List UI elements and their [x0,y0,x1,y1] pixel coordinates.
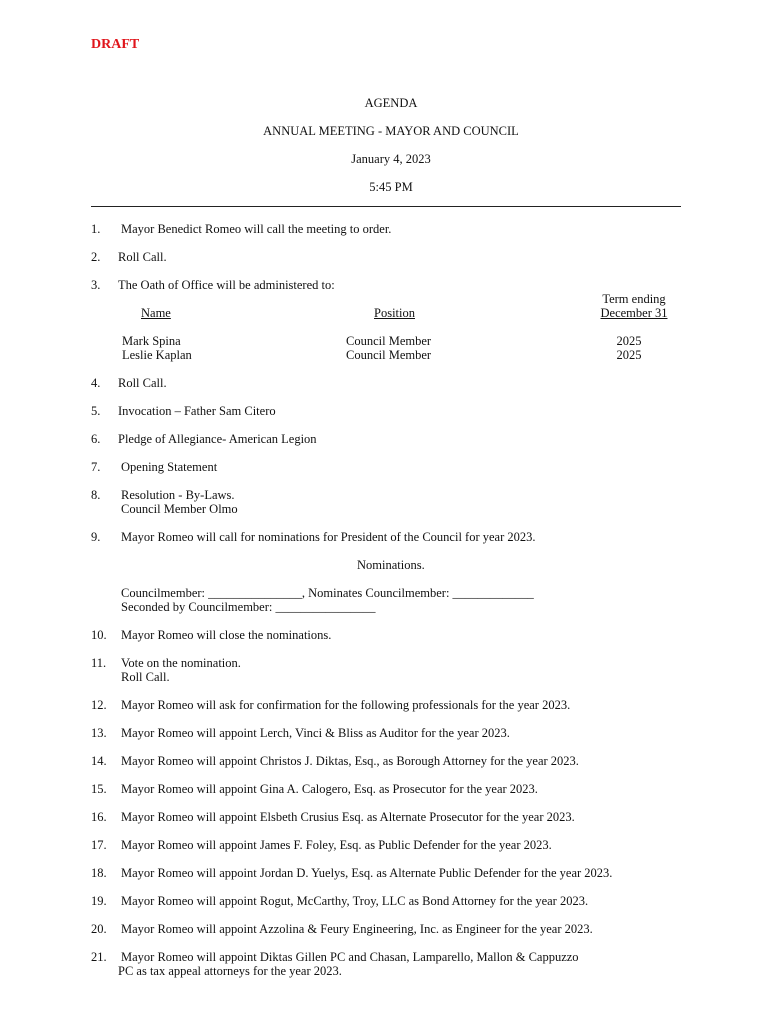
item-text: Vote on the nomination. [121,656,241,670]
item-text: Mayor Benedict Romeo will call the meeting to order. [121,222,392,236]
item-number: 20. [91,922,107,936]
item-text: Mayor Romeo will appoint Gina A. Calogero, Esq. as Prosecutor for the year 2023. [121,782,538,796]
item-number: 14. [91,754,107,768]
item-number: 19. [91,894,107,908]
item-text: Mayor Romeo will appoint Lerch, Vinci & Bliss as Auditor for the year 2023. [121,726,510,740]
item-text-line2: Roll Call. [121,670,170,684]
item-number: 21. [91,950,107,964]
item-text: Pledge of Allegiance- American Legion [118,432,317,446]
item-text: Mayor Romeo will appoint Rogut, McCarthy, Troy, LLC as Bond Attorney for the year 2023. [121,894,589,908]
item-number: 2. [91,250,101,264]
item-number: 11. [91,656,107,670]
item-number: 18. [91,866,107,880]
item-number: 9. [91,530,101,544]
oath-row-name: Mark Spina [122,334,181,348]
item-text-line2: Council Member Olmo [121,502,238,516]
agenda-title: AGENDA [364,96,418,110]
seconded-line: Seconded by Councilmember: ________________ [121,600,376,614]
meeting-time: 5:45 PM [369,180,413,194]
item-text: Opening Statement [121,460,218,474]
item-text: Mayor Romeo will appoint James F. Foley, Esq. as Public Defender for the year 2023. [121,838,552,852]
item-number: 4. [91,376,101,390]
nomination-line: Councilmember: _______________, Nominates Councilmember: _____________ [121,586,534,600]
nominations-heading: Nominations. [357,558,425,572]
item-text: Roll Call. [118,376,167,390]
item-text-line2: PC as tax appeal attorneys for the year 2023. [118,964,342,978]
item-text: Mayor Romeo will call for nominations for President of the Council for year 2023. [121,530,536,544]
item-number: 17. [91,838,107,852]
draft-label: DRAFT [91,37,140,52]
item-text: Mayor Romeo will appoint Azzolina & Feury Engineering, Inc. as Engineer for the year 2023. [121,922,593,936]
item-number: 3. [91,278,101,292]
item-text: Invocation – Father Sam Citero [118,404,276,418]
item-number: 13. [91,726,107,740]
item-number: 10. [91,628,107,642]
item-number: 16. [91,810,107,824]
item-text: Mayor Romeo will appoint Elsbeth Crusius Esq. as Alternate Prosecutor for the year 2023. [121,810,575,824]
item-text: Roll Call. [118,250,167,264]
item-text: Mayor Romeo will close the nominations. [121,628,332,642]
item-number: 5. [91,404,101,418]
item-text: Mayor Romeo will appoint Diktas Gillen PC and Chasan, Lamparello, Mallon & Cappuzzo [121,950,579,964]
oath-row-term: 2025 [616,334,642,348]
oath-row-name: Leslie Kaplan [122,348,192,362]
oath-col-term [584,292,684,320]
term-header-line1: Term ending [602,292,666,306]
meeting-subtitle: ANNUAL MEETING - MAYOR AND COUNCIL [263,124,519,138]
item-number: 15. [91,782,107,796]
oath-row-position: Council Member [346,348,432,362]
item-text: Mayor Romeo will ask for confirmation for the following professionals for the year 2023. [121,698,571,712]
item-text: Mayor Romeo will appoint Jordan D. Yuelys, Esq. as Alternate Public Defender for the year 2023. [121,866,613,880]
meeting-date: January 4, 2023 [351,152,431,166]
oath-row-term: 2025 [616,348,642,362]
item-number: 6. [91,432,101,446]
item-text: Resolution - By-Laws. [121,488,235,502]
item-number: 1. [91,222,101,236]
item-number: 7. [91,460,101,474]
item-number: 12. [91,698,107,712]
item-text: The Oath of Office will be administered to: [118,278,335,292]
term-header-line2: December 31 [600,306,668,320]
header-divider [91,206,681,207]
oath-col-position: Position [374,306,415,320]
oath-row-position: Council Member [346,334,432,348]
oath-col-name: Name [141,306,171,320]
item-text: Mayor Romeo will appoint Christos J. Diktas, Esq., as Borough Attorney for the year 2023. [121,754,579,768]
item-number: 8. [91,488,101,502]
